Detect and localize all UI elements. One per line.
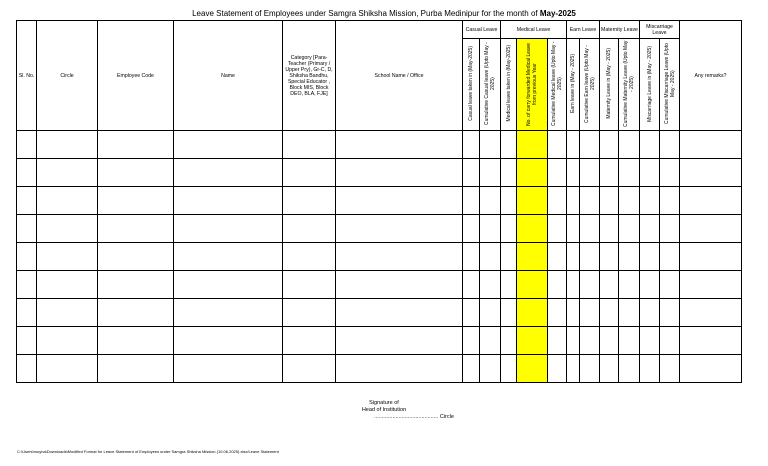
table-cell[interactable] [640, 271, 660, 299]
table-cell[interactable] [336, 187, 463, 215]
table-cell[interactable] [37, 327, 98, 355]
table-cell[interactable] [619, 271, 640, 299]
table-cell[interactable] [336, 299, 463, 327]
group-miscarriage-leave: Miscarriage Leave [640, 21, 680, 39]
table-row [17, 159, 742, 187]
table-cell[interactable] [548, 131, 567, 159]
table-cell[interactable] [174, 215, 283, 243]
table-cell[interactable] [336, 327, 463, 355]
table-cell[interactable] [283, 327, 336, 355]
table-cell[interactable] [680, 327, 742, 355]
table-cell[interactable] [580, 299, 600, 327]
table-cell[interactable] [640, 131, 660, 159]
table-cell[interactable] [501, 243, 517, 271]
table-cell[interactable] [580, 355, 600, 383]
table-cell[interactable] [463, 299, 480, 327]
table-cell[interactable] [640, 187, 660, 215]
table-cell[interactable] [580, 187, 600, 215]
table-cell[interactable] [336, 243, 463, 271]
table-cell[interactable] [640, 159, 660, 187]
table-cell[interactable] [580, 131, 600, 159]
table-cell[interactable] [283, 159, 336, 187]
title-month: May-2025 [539, 9, 576, 18]
table-cell[interactable] [660, 299, 680, 327]
table-cell[interactable] [17, 159, 37, 187]
table-cell[interactable] [680, 215, 742, 243]
header-medical-cumulative: Cumulative Medical leave (Upto May - 2025) [548, 39, 567, 131]
table-cell[interactable] [640, 327, 660, 355]
table-cell[interactable] [336, 271, 463, 299]
table-cell[interactable] [517, 327, 548, 355]
table-cell[interactable] [463, 327, 480, 355]
table-cell[interactable] [567, 187, 580, 215]
table-cell[interactable] [567, 299, 580, 327]
table-cell[interactable] [517, 131, 548, 159]
table-cell[interactable] [580, 159, 600, 187]
table-cell[interactable] [480, 131, 501, 159]
table-cell[interactable] [680, 131, 742, 159]
header-earn-taken: Earn leave in (May - 2025) [567, 39, 580, 131]
table-cell[interactable] [517, 243, 548, 271]
table-cell[interactable] [37, 215, 98, 243]
table-cell[interactable] [517, 159, 548, 187]
header-category: Category [Para-Teacher (Primary / Upper Pry), Gr-C, D, Shiksha Bandhu, Special Educator , Block MIS, Block DEO, BLA, FJE] [283, 21, 336, 131]
table-cell[interactable] [336, 215, 463, 243]
header-maternity-cumulative: Cumulative Maternity Leave (Upto May - 2025) [619, 39, 640, 131]
table-cell[interactable] [680, 187, 742, 215]
header-sl-no: Sl. No. [17, 21, 37, 131]
table-row [17, 271, 742, 299]
table-cell[interactable] [98, 215, 174, 243]
signature-circle: .......................................... Circle [374, 414, 454, 420]
table-cell[interactable] [660, 327, 680, 355]
table-cell[interactable] [517, 355, 548, 383]
table-cell[interactable] [600, 215, 619, 243]
header-name: Name [174, 21, 283, 131]
table-cell[interactable] [619, 243, 640, 271]
table-cell[interactable] [98, 243, 174, 271]
table-cell[interactable] [174, 131, 283, 159]
table-cell[interactable] [680, 159, 742, 187]
table-cell[interactable] [174, 243, 283, 271]
table-cell[interactable] [174, 327, 283, 355]
table-cell[interactable] [680, 243, 742, 271]
table-cell[interactable] [17, 271, 37, 299]
table-cell[interactable] [480, 159, 501, 187]
table-cell[interactable] [17, 187, 37, 215]
table-cell[interactable] [580, 327, 600, 355]
header-school-name: School Name / Office [336, 21, 463, 131]
table-cell[interactable] [640, 243, 660, 271]
table-cell[interactable] [600, 187, 619, 215]
table-row [17, 187, 742, 215]
table-cell[interactable] [548, 355, 567, 383]
table-cell[interactable] [98, 271, 174, 299]
table-cell[interactable] [580, 243, 600, 271]
header-circle: Circle [37, 21, 98, 131]
header-casual-taken: Casual leave taken in (May-2025) [463, 39, 480, 131]
table-cell[interactable] [517, 187, 548, 215]
table-cell[interactable] [517, 215, 548, 243]
table-cell[interactable] [600, 355, 619, 383]
table-cell[interactable] [517, 299, 548, 327]
header-medical-taken: Medical leave taken in (May-2025) [501, 39, 517, 131]
table-cell[interactable] [17, 355, 37, 383]
table-cell[interactable] [480, 243, 501, 271]
table-cell[interactable] [619, 355, 640, 383]
table-cell[interactable] [98, 355, 174, 383]
group-maternity-leave: Maternity Leave [600, 21, 640, 39]
table-cell[interactable] [463, 243, 480, 271]
header-casual-cumulative: Cumulative Casual leave (Upto May - 2025) [480, 39, 501, 131]
table-cell[interactable] [174, 187, 283, 215]
table-cell[interactable] [463, 187, 480, 215]
table-cell[interactable] [98, 131, 174, 159]
table-cell[interactable] [640, 299, 660, 327]
table-cell[interactable] [463, 271, 480, 299]
table-cell[interactable] [463, 215, 480, 243]
table-cell[interactable] [501, 187, 517, 215]
table-cell[interactable] [37, 299, 98, 327]
table-cell[interactable] [480, 215, 501, 243]
table-cell[interactable] [548, 299, 567, 327]
table-cell[interactable] [517, 271, 548, 299]
page-title: Leave Statement of Employees under Samgra Shiksha Mission, Purba Medinipur for the month of May-2025 [192, 9, 576, 18]
table-cell[interactable] [98, 327, 174, 355]
table-cell[interactable] [567, 243, 580, 271]
table-cell[interactable] [619, 299, 640, 327]
table-cell[interactable] [463, 355, 480, 383]
table-row [17, 355, 742, 383]
table-cell[interactable] [680, 355, 742, 383]
table-cell[interactable] [37, 131, 98, 159]
table-cell[interactable] [640, 355, 660, 383]
table-cell[interactable] [548, 243, 567, 271]
table-cell[interactable] [600, 243, 619, 271]
table-cell[interactable] [283, 355, 336, 383]
table-cell[interactable] [501, 131, 517, 159]
table-cell[interactable] [600, 131, 619, 159]
table-cell[interactable] [174, 271, 283, 299]
table-cell[interactable] [17, 131, 37, 159]
table-cell[interactable] [174, 299, 283, 327]
table-cell[interactable] [501, 215, 517, 243]
table-cell[interactable] [336, 355, 463, 383]
table-cell[interactable] [480, 355, 501, 383]
table-row [17, 131, 742, 159]
table-cell[interactable] [619, 131, 640, 159]
table-cell[interactable] [680, 299, 742, 327]
table-cell[interactable] [501, 355, 517, 383]
table-cell[interactable] [17, 243, 37, 271]
table-cell[interactable] [548, 159, 567, 187]
table-cell[interactable] [480, 271, 501, 299]
signature-line-1: Signature of [369, 400, 399, 406]
table-cell[interactable] [174, 355, 283, 383]
table-cell[interactable] [480, 327, 501, 355]
table-cell[interactable] [548, 327, 567, 355]
header-maternity-taken: Maternity Leave in (May - 2025) [600, 39, 619, 131]
header-employee-code: Employee Code [98, 21, 174, 131]
table-cell[interactable] [98, 159, 174, 187]
table-cell[interactable] [480, 187, 501, 215]
table-cell[interactable] [600, 299, 619, 327]
group-casual-leave: Casual Leave [463, 21, 501, 39]
header-miscarriage-cumulative: Cumulative Miscarriage Leave (Upto May - 2025) [660, 39, 680, 131]
header-miscarriage-taken: Miscarriage Leave in (May - 2025) [640, 39, 660, 131]
table-cell[interactable] [17, 327, 37, 355]
table-cell[interactable] [567, 271, 580, 299]
table-cell[interactable] [600, 271, 619, 299]
table-cell[interactable] [580, 215, 600, 243]
data-rows [17, 131, 742, 383]
table-cell[interactable] [336, 159, 463, 187]
table-cell[interactable] [336, 131, 463, 159]
table-cell[interactable] [283, 243, 336, 271]
file-path-footer: C:\Users\moyna\Downloads\Modified Format for Leave Statement of Employees under Samgra Shiksha Mission (10.06.2025).xlsx/Leave Statement [17, 449, 279, 454]
table-cell[interactable] [17, 299, 37, 327]
table-cell[interactable] [501, 271, 517, 299]
table-cell[interactable] [37, 243, 98, 271]
leave-statement-table [16, 20, 742, 383]
table-cell[interactable] [37, 271, 98, 299]
table-cell[interactable] [463, 159, 480, 187]
table-cell[interactable] [660, 271, 680, 299]
table-cell[interactable] [37, 159, 98, 187]
table-cell[interactable] [501, 327, 517, 355]
table-cell[interactable] [37, 355, 98, 383]
table-cell[interactable] [660, 355, 680, 383]
table-cell[interactable] [567, 159, 580, 187]
table-cell[interactable] [501, 159, 517, 187]
table-cell[interactable] [600, 159, 619, 187]
table-cell[interactable] [580, 271, 600, 299]
table-cell[interactable] [283, 271, 336, 299]
table-cell[interactable] [283, 299, 336, 327]
table-row [17, 243, 742, 271]
table-cell[interactable] [660, 187, 680, 215]
signature-block [0, 400, 768, 421]
table-cell[interactable] [567, 327, 580, 355]
table-cell[interactable] [640, 215, 660, 243]
table-cell[interactable] [463, 131, 480, 159]
table-cell[interactable] [283, 187, 336, 215]
table-cell[interactable] [567, 215, 580, 243]
table-cell[interactable] [619, 187, 640, 215]
table-cell[interactable] [600, 327, 619, 355]
table-cell[interactable] [567, 131, 580, 159]
table-cell[interactable] [619, 159, 640, 187]
table-row [17, 327, 742, 355]
table-cell[interactable] [660, 215, 680, 243]
table-cell[interactable] [619, 327, 640, 355]
table-row [17, 299, 742, 327]
table-cell[interactable] [548, 187, 567, 215]
table-cell[interactable] [98, 299, 174, 327]
group-earn-leave: Earn Leave [567, 21, 600, 39]
table-cell[interactable] [567, 355, 580, 383]
header-remarks: Any remarks? [680, 21, 742, 131]
table-cell[interactable] [548, 215, 567, 243]
table-cell[interactable] [660, 243, 680, 271]
table-cell[interactable] [480, 299, 501, 327]
table-cell[interactable] [37, 187, 98, 215]
table-cell[interactable] [660, 159, 680, 187]
table-cell[interactable] [619, 215, 640, 243]
group-medical-leave: Medical Leave [501, 21, 567, 39]
table-cell[interactable] [660, 131, 680, 159]
header-medical-carry-forward: No. of carry forwarded Medical Leave from previous Year [517, 39, 548, 131]
table-cell[interactable] [17, 215, 37, 243]
table-cell[interactable] [501, 299, 517, 327]
table-cell[interactable] [98, 187, 174, 215]
table-cell[interactable] [680, 271, 742, 299]
table-row [17, 215, 742, 243]
table-cell[interactable] [174, 159, 283, 187]
signature-line-2: Head of Institution [361, 407, 407, 413]
table-cell[interactable] [548, 271, 567, 299]
header-earn-cumulative: Cumulative Earn leave (Upto May - 2025) [580, 39, 600, 131]
table-cell[interactable] [283, 131, 336, 159]
table-cell[interactable] [283, 215, 336, 243]
